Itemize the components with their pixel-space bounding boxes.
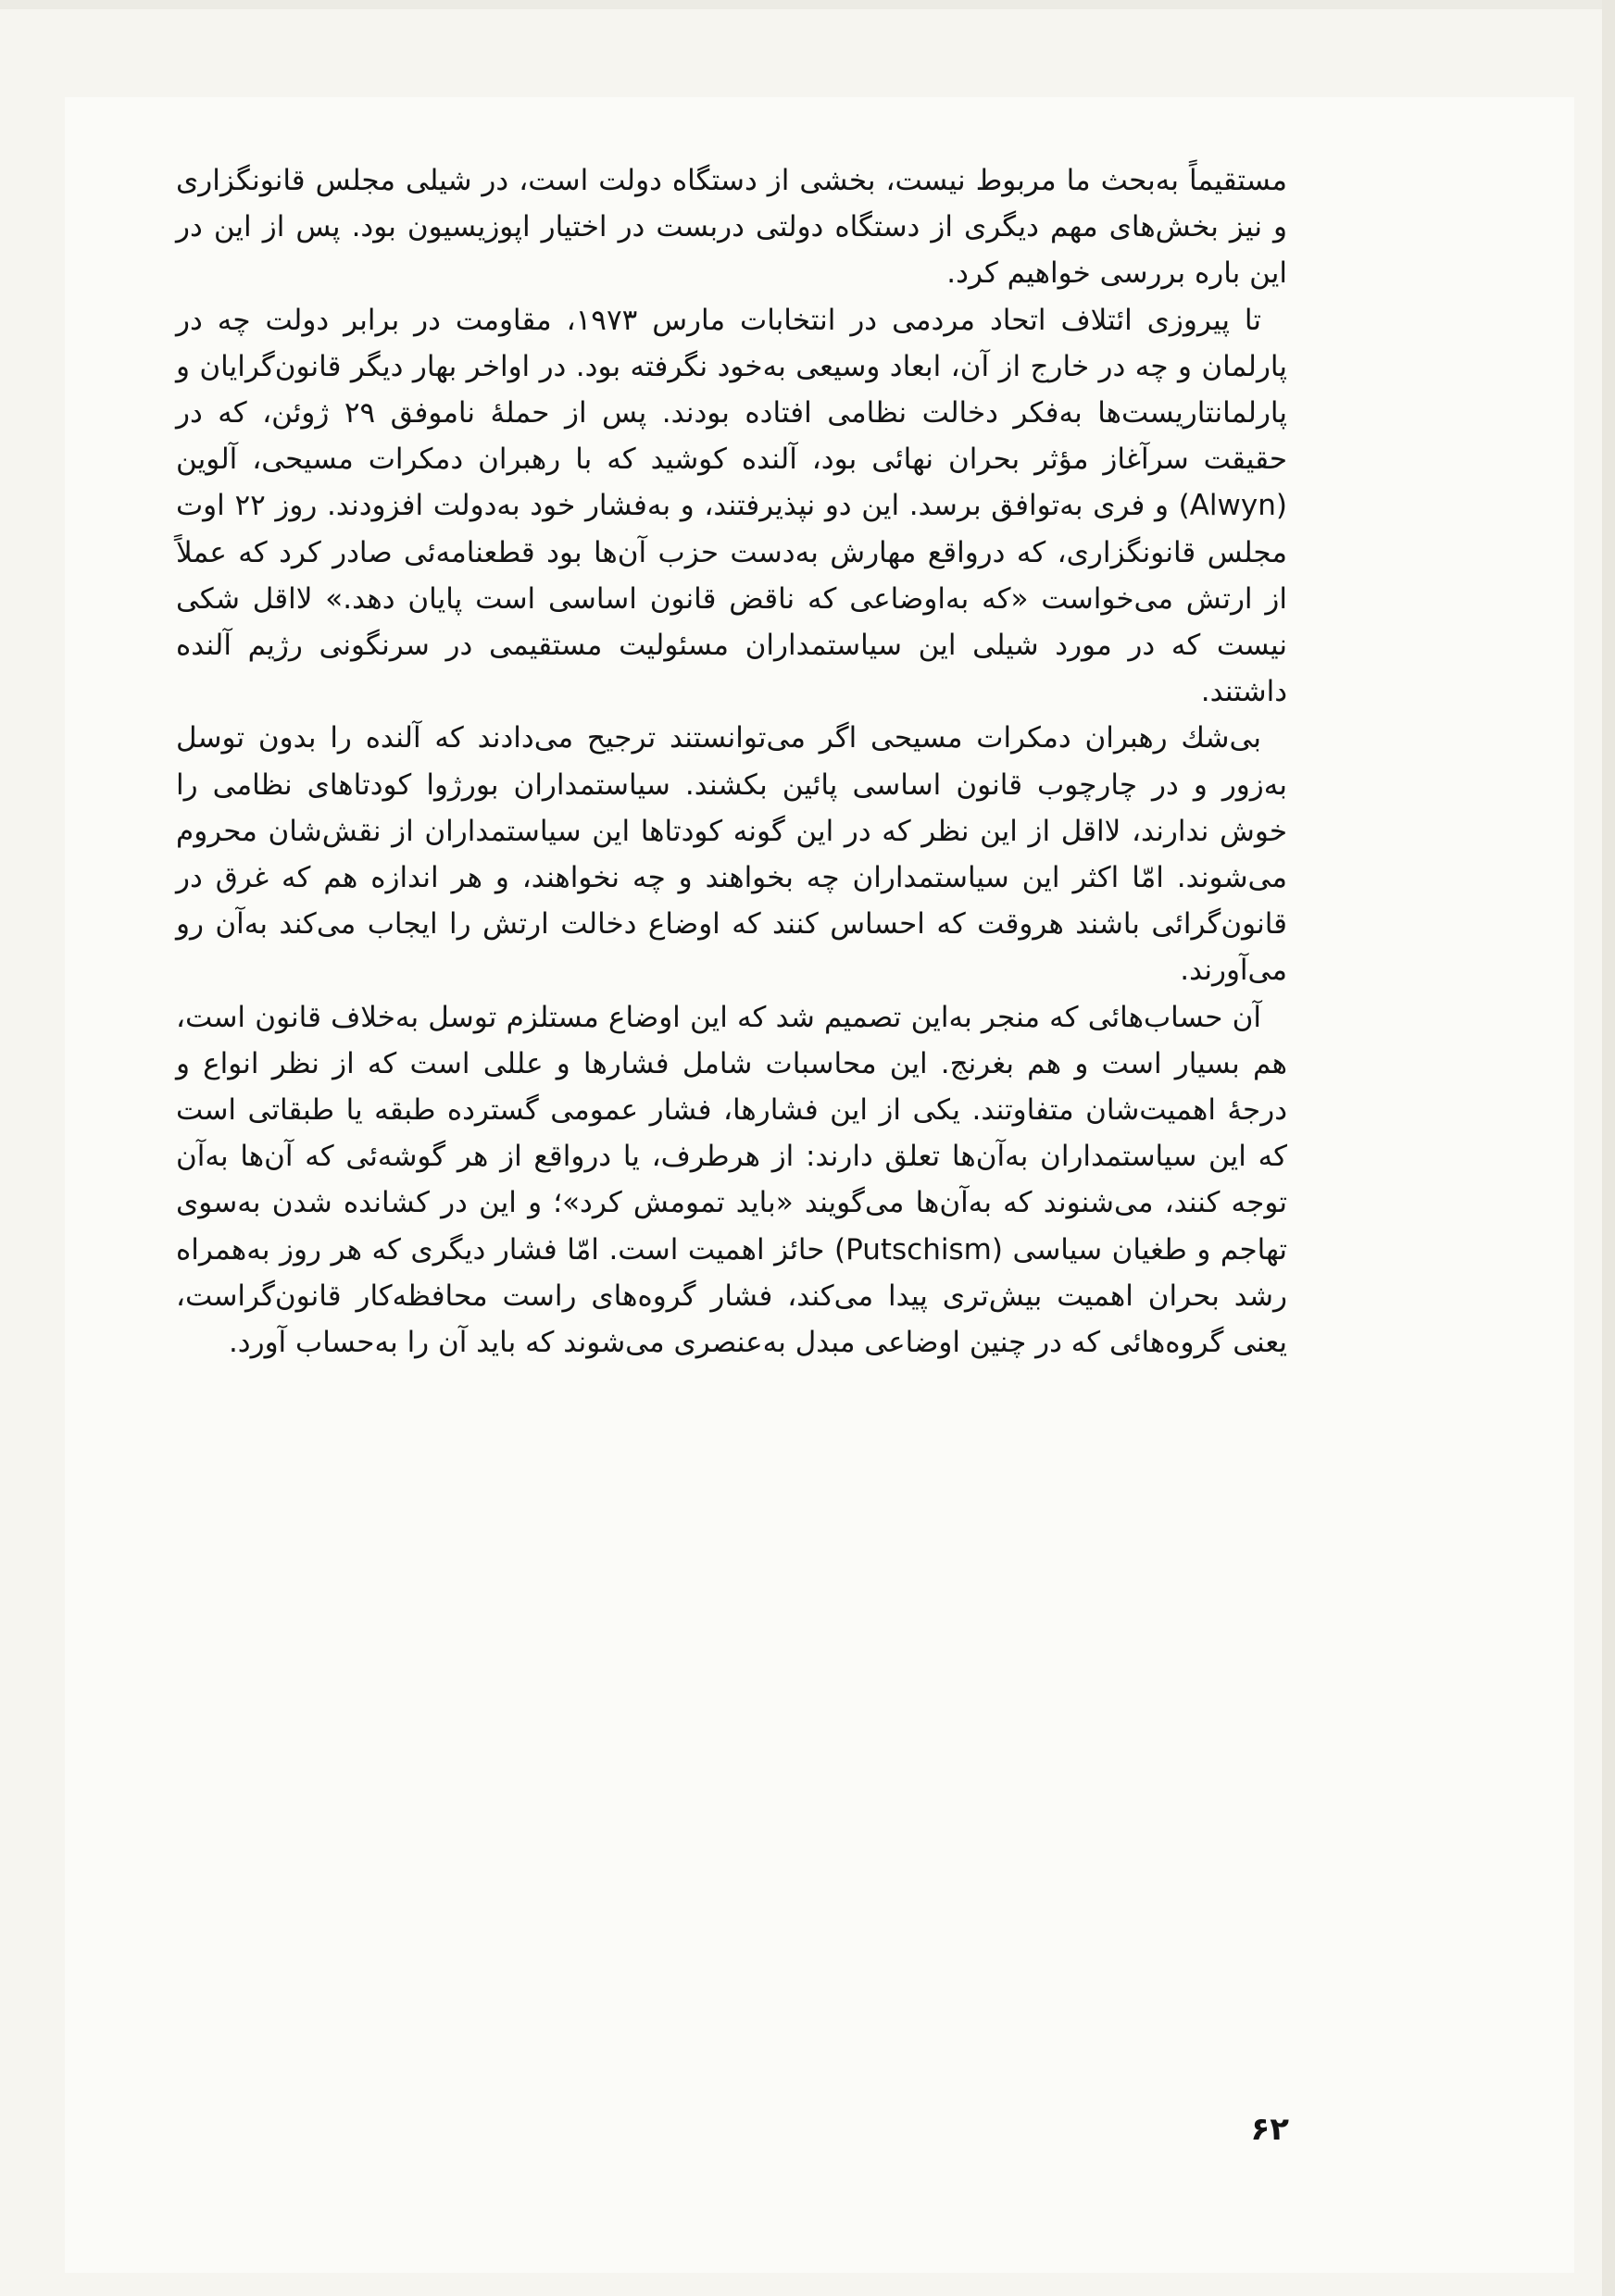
- paragraph-3: بی‌شك رهبران دمکرات مسیحی اگر می‌توانستند ترجیح می‌دادند که آلنده را بدون توسل به‌زور و در چارچوب قانون اساسی پائین بکشند. سیاستمداران بورژوا کودتاهای نظامی را خوش ندارند، لااقل از این نظر که در این گونه کودتاها این سیاستمداران از نقش‌شان محروم می‌شوند. امّا اکثر این سیاستمداران چه بخواهند و چه نخواهند، و هر اندازه هم که غرق در قانون‌گرائی باشند هروقت که احساس کنند که اوضاع دخالت ارتش را ایجاب می‌کند به‌آن رو می‌آورند.: [176, 721, 1287, 988]
- scan-right-edge: [1602, 0, 1615, 2296]
- page-body-text: [176, 157, 1287, 1366]
- scan-top-edge: [0, 0, 1615, 9]
- paragraph-1: مستقیماً به‌بحث ما مربوط نیست، بخشی از دستگاه دولت است، در شیلی مجلس قانونگزاری و نیز بخش‌های مهم دیگری از دستگاه دولتی دربست در اختیار اپوزیسیون بود. پس از این در این باره بررسی خواهیم کرد.: [176, 164, 1287, 291]
- paragraph-2: تا پیروزی ائتلاف اتحاد مردمی در انتخابات مارس ۱۹۷۳، مقاومت در برابر دولت چه در پارلمان و چه در خارج از آن، ابعاد وسیعی به‌خود نگرفته بود. در اواخر بهار دیگر قانون‌گرایان و پارلمانتاریست‌ها به‌فکر دخالت نظامی افتاده بودند. پس از حملهٔ ناموفق ۲۹ ژوئن، که در حقیقت سرآغاز مؤثر بحران نهائی بود، آلنده کوشید که با رهبران دمکرات مسیحی، آلوین (Alwyn) و فری به‌توافق برسد. این دو نپذیرفتند، و به‌فشار خود به‌دولت افزودند. روز ۲۲ اوت مجلس قانونگزاری، که درواقع مهارش به‌دست حزب آن‌ها بود قطعنامه‌ئی صادر کرد که عملاً از ارتش می‌خواست «که به‌اوضاعی که ناقض قانون اساسی است پایان دهد.» لااقل شکی نیست که در مورد شیلی این سیاستمداران مسئولیت مستقیمی در سرنگونی رژیم آلنده داشتند.: [176, 303, 1287, 709]
- paragraph-4: آن حساب‌هائی که منجر به‌این تصمیم شد که این اوضاع مستلزم توسل به‌خلاف قانون است، هم بسیار است و هم بغرنج. این محاسبات شامل فشارها و عللی است که از نظر انواع و درجهٔ اهمیت‌شان متفاوتند. یکی از این فشارها، فشار عمومی گسترده طبقه یا طبقاتی است که این سیاستمداران به‌آن‌ها تعلق دارند: از هرطرف، یا درواقع از هر گوشه‌ئی که آن‌ها به‌آن توجه کنند، می‌شنوند که به‌آن‌ها می‌گویند «باید تمومش کرد»؛ و این در کشانده شدن به‌سوی تهاجم و طغیان سیاسی (Putschism) حائز اهمیت است. امّا فشار دیگری که هر روز به‌همراه رشد بحران اهمیت بیش‌تری پیدا می‌کند، فشار گروه‌های راست محافظه‌کار قانون‌گراست، یعنی گروه‌هائی که در چنین اوضاعی مبدل به‌عنصری می‌شوند که باید آن را به‌حساب آورد.: [176, 1000, 1287, 1360]
- page-number: ۶۲: [1250, 2111, 1289, 2148]
